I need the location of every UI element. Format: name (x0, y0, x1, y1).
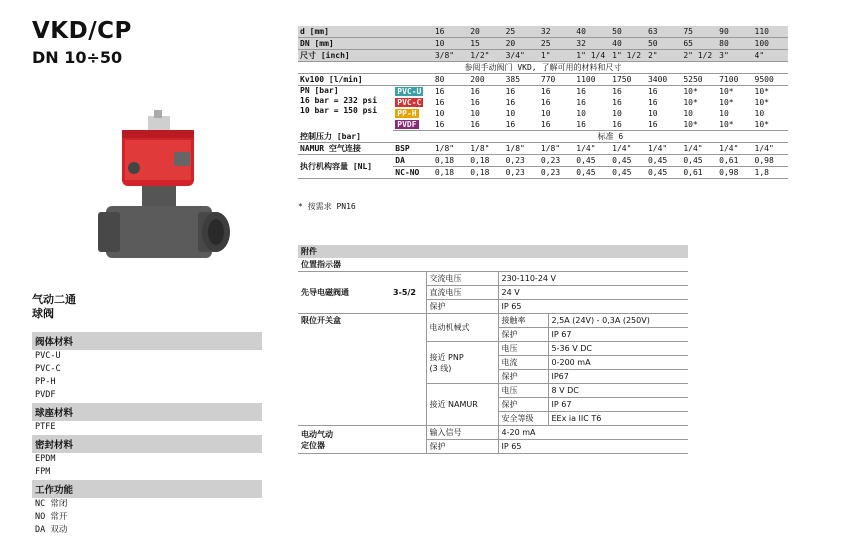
table-cell: 10* (683, 87, 698, 96)
table-cell: 尺寸 [inch] (298, 50, 433, 62)
accessories-table (298, 245, 688, 454)
table-cell: 3/4" (504, 50, 539, 62)
table-cell: 0,45 (574, 167, 610, 179)
table-cell: 1750 (610, 74, 646, 86)
table-cell: 0,45 (610, 167, 646, 179)
table-cell: IP 65 (498, 300, 688, 314)
table-cell: 安全等级 (498, 412, 548, 426)
table-cell: DN [mm] (298, 38, 433, 50)
table-cell: NC-NO (393, 167, 433, 179)
table-cell: 63 (646, 26, 681, 38)
table-cell: 0,61 (717, 155, 752, 167)
table-cell: 10 (433, 38, 468, 50)
table-cell: 0,23 (539, 167, 574, 179)
material-badge: PVC-C (397, 98, 422, 107)
table-cell: 3-5/2 (390, 272, 426, 314)
table-row (298, 86, 788, 98)
table-cell: 0,18 (433, 167, 468, 179)
table-cell: 0,98 (717, 167, 752, 179)
table-cell: IP 65 (498, 440, 688, 454)
table-cell: 限位开关盒 (298, 314, 426, 426)
table-cell: 0,23 (504, 155, 539, 167)
table-cell: 20 (504, 38, 539, 50)
table-cell: 控制压力 [bar] (298, 131, 433, 143)
table-cell: 1/8" (539, 143, 574, 155)
table-row (298, 38, 788, 50)
table-cell: 10* (719, 87, 734, 96)
table-cell: 10* (754, 98, 769, 107)
table-cell: 10 (754, 109, 765, 118)
table-cell: 16 (576, 98, 586, 107)
table-cell: IP67 (548, 370, 688, 384)
table-cell: Kv100 [l/min] (298, 74, 433, 86)
table-cell: 32 (574, 38, 610, 50)
table-cell: 保护 (426, 440, 498, 454)
table-cell: 10* (681, 119, 717, 131)
table-cell: 32 (539, 26, 574, 38)
table-row (298, 62, 788, 74)
table-cell: 1" 1/2 (610, 50, 646, 62)
list-item: NC 常闭 (35, 499, 68, 509)
table-cell: 1/8" (504, 143, 539, 155)
table-row (298, 143, 788, 155)
table-cell: 15 (468, 38, 503, 50)
table-cell: 位置指示器 (298, 258, 688, 272)
positioner-label: 电动气动 定位器 (298, 426, 426, 454)
section-title: 球座材料 (32, 403, 262, 421)
valve-name: 气动二通 球阀 (32, 293, 76, 320)
table-cell: 16 (470, 87, 480, 96)
table-cell: 16 (646, 119, 681, 131)
table-cell: 65 (681, 38, 717, 50)
table-cell: 10* (719, 98, 734, 107)
table-cell: 10* (754, 87, 769, 96)
table-cell: 1/4" (574, 143, 610, 155)
table-cell: 16 (576, 87, 586, 96)
table-cell: 80 (433, 74, 468, 86)
table-cell: 200 (468, 74, 503, 86)
table-row (298, 258, 688, 272)
table-cell: 2" 1/2 (681, 50, 717, 62)
table-cell: d [mm] (298, 26, 433, 38)
material-sections (32, 331, 262, 537)
table-cell: 10 (576, 109, 586, 118)
table-cell: 16 (647, 98, 658, 107)
table-cell: 0,61 (681, 167, 717, 179)
table-cell: 770 (539, 74, 574, 86)
pn-label: PN [bar] 16 bar = 232 psi 10 bar = 150 psi (300, 86, 378, 115)
table-cell: 电流 (498, 356, 548, 370)
table-cell: 5250 (681, 74, 717, 86)
table-cell: 16 (470, 98, 480, 107)
table-cell: IP 67 (548, 398, 688, 412)
table-cell: 3400 (646, 74, 681, 86)
table-cell: 16 (610, 119, 646, 131)
table-cell: 参阅手动阀门 VKD, 了解可用的材料和尺寸 (298, 62, 788, 74)
table-row (298, 50, 788, 62)
table-cell: 16 (540, 98, 551, 107)
pnp-label: 接近 PNP (3 线) (426, 342, 498, 384)
list-item: NO 常开 (35, 512, 68, 522)
table-row (298, 74, 788, 86)
table-row (298, 131, 788, 143)
table-cell: 交流电压 (426, 272, 498, 286)
spec-table (298, 26, 788, 179)
table-cell: 40 (610, 38, 646, 50)
table-cell: 标准 6 (433, 131, 788, 143)
table-cell: 230-110-24 V (498, 272, 688, 286)
table-cell: 接触率 (498, 314, 548, 328)
table-cell: BSP (393, 143, 433, 155)
table-row (298, 272, 688, 286)
table-cell: 4-20 mA (498, 426, 688, 440)
table-cell: 385 (504, 74, 539, 86)
table-cell: 1/2" (468, 50, 503, 62)
table-cell: 16 (539, 119, 574, 131)
section-title: 阀体材料 (32, 332, 262, 350)
table-cell: 40 (574, 26, 610, 38)
table-cell: 16 (504, 119, 539, 131)
table-cell: 16 (433, 119, 468, 131)
table-cell: 直流电压 (426, 286, 498, 300)
table-cell: 16 (468, 119, 503, 131)
table-row (298, 245, 688, 258)
table-cell: 4" (753, 50, 788, 62)
table-cell: 1/4" (681, 143, 717, 155)
table-cell: 16 (574, 119, 610, 131)
table-cell: 电压 (498, 342, 548, 356)
table-cell: 电动机械式 (426, 314, 498, 342)
table-cell: 保护 (498, 370, 548, 384)
section-title: 工作功能 (32, 480, 262, 498)
table-cell: 10* (717, 119, 752, 131)
product-subtitle: DN 10÷50 (32, 48, 123, 67)
table-cell: 50 (610, 26, 646, 38)
table-cell: 1,8 (753, 167, 788, 179)
table-cell: 10 (470, 109, 480, 118)
table-cell: 25 (504, 26, 539, 38)
table-cell (393, 97, 433, 108)
table-cell: 10 (612, 109, 622, 118)
table-cell: 16 (612, 87, 622, 96)
table-cell: 1/8" (433, 143, 468, 155)
list-item: EPDM (35, 454, 56, 464)
table-row (298, 314, 688, 328)
table-cell: 先导电磁阀通 (298, 272, 390, 314)
table-cell (393, 108, 433, 119)
table-cell: 1/4" (753, 143, 788, 155)
section-title: 密封材料 (32, 435, 262, 453)
table-cell: 24 V (498, 286, 688, 300)
table-cell: 接近 NAMUR (426, 384, 498, 426)
table-cell: 25 (539, 38, 574, 50)
list-item: PVDF (35, 390, 56, 400)
table-cell: 0,18 (468, 167, 503, 179)
material-badge: PVC-U (397, 87, 422, 96)
table-cell: 0,18 (468, 155, 503, 167)
table-cell: DA (393, 155, 433, 167)
table-cell: 电压 (498, 384, 548, 398)
table-cell: 10 (434, 109, 445, 118)
table-cell: 16 (612, 98, 622, 107)
table-cell: 0,23 (504, 167, 539, 179)
table-cell: 16 (505, 98, 516, 107)
table-cell: 1" 1/4 (574, 50, 610, 62)
table-cell: 0,45 (574, 155, 610, 167)
table-cell: 10 (505, 109, 516, 118)
table-cell: 5-36 V DC (548, 342, 688, 356)
valve-product-image (98, 108, 248, 278)
table-cell: 16 (433, 26, 468, 38)
table-cell: 75 (681, 26, 717, 38)
table-cell: EEx ia IIC T6 (548, 412, 688, 426)
table-cell: 输入信号 (426, 426, 498, 440)
table-cell: 0,45 (646, 167, 681, 179)
table-cell: 保护 (498, 328, 548, 342)
table-cell: 16 (505, 87, 516, 96)
list-item: PVC-C (35, 364, 61, 374)
footnote: * 按需求 PN16 (298, 202, 356, 211)
table-cell: 80 (717, 38, 752, 50)
table-cell: 100 (753, 38, 788, 50)
table-cell: 保护 (498, 398, 548, 412)
product-title: VKD/CP (32, 18, 132, 44)
table-cell: 1100 (574, 74, 610, 86)
table-cell: 1/4" (610, 143, 646, 155)
table-cell: 8 V DC (548, 384, 688, 398)
table-cell: 0,98 (753, 155, 788, 167)
table-cell: 3" (717, 50, 752, 62)
table-cell: 0,45 (610, 155, 646, 167)
table-cell: 2,5A (24V) - 0,3A (250V) (548, 314, 688, 328)
table-row (298, 155, 788, 167)
table-cell: 10* (753, 119, 788, 131)
list-item: PTFE (35, 422, 56, 432)
table-cell: 16 (434, 98, 445, 107)
table-cell: 1/4" (646, 143, 681, 155)
table-cell: 90 (717, 26, 752, 38)
table-cell (393, 119, 433, 131)
table-cell: 0,23 (539, 155, 574, 167)
table-cell: 保护 (426, 300, 498, 314)
table-cell: 10 (719, 109, 729, 118)
table-cell: 0,45 (681, 155, 717, 167)
table-row (298, 26, 788, 38)
table-cell: 10 (647, 109, 658, 118)
table-cell (393, 86, 433, 98)
table-cell: 9500 (753, 74, 788, 86)
table-cell: 2" (646, 50, 681, 62)
table-cell: 10* (683, 98, 698, 107)
table-row (298, 426, 688, 440)
table-cell: 0,18 (433, 155, 468, 167)
table-cell: IP 67 (548, 328, 688, 342)
table-cell: 附件 (298, 245, 688, 258)
table-cell: 1/8" (468, 143, 503, 155)
table-cell: 16 (434, 87, 445, 96)
table-cell: 1" (539, 50, 574, 62)
material-badge: PP-H (397, 109, 417, 118)
table-cell: 110 (753, 26, 788, 38)
table-cell: 7100 (717, 74, 752, 86)
list-item: PP-H (35, 377, 56, 387)
table-cell: 16 (540, 87, 551, 96)
table-cell: 50 (646, 38, 681, 50)
table-cell: 10 (540, 109, 551, 118)
table-cell: 10 (683, 109, 693, 118)
table-cell: 3/8" (433, 50, 468, 62)
list-item: PVC-U (35, 351, 61, 361)
table-cell: 20 (468, 26, 503, 38)
table-cell: 1/4" (717, 143, 752, 155)
list-item: FPM (35, 467, 51, 477)
table-cell: 0,45 (646, 155, 681, 167)
table-cell: 0-200 mA (548, 356, 688, 370)
material-badge: PVDF (397, 120, 417, 129)
table-cell: 16 (647, 87, 658, 96)
table-cell: NAMUR 空气连接 (298, 143, 393, 155)
list-item: DA 双动 (35, 525, 68, 535)
table-cell: 执行机构容量 [NL] (298, 155, 393, 179)
